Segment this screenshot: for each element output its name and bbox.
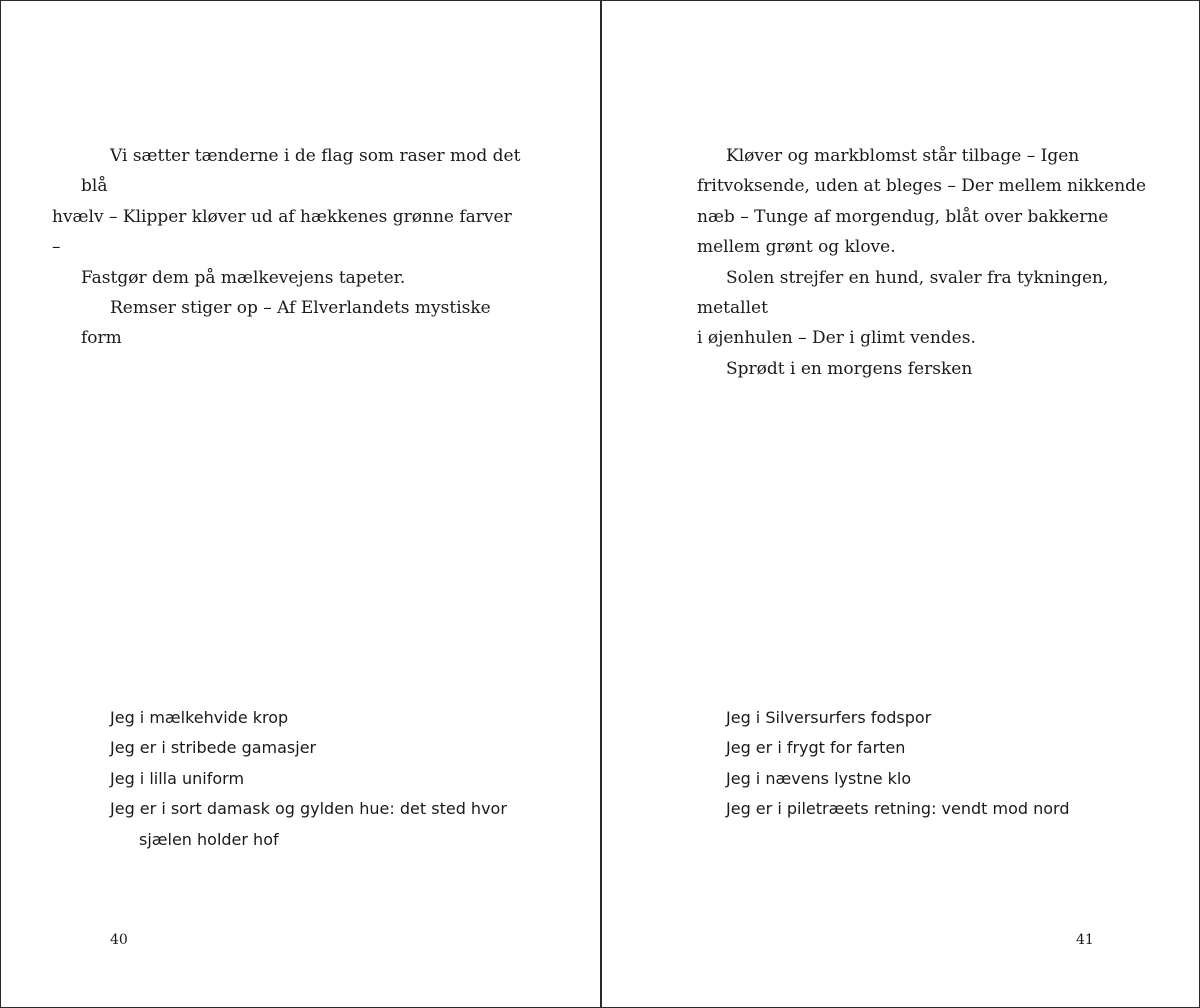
verse-line: Jeg er i frygt for farten bbox=[726, 738, 906, 758]
paragraph bbox=[697, 354, 1157, 384]
verse-line: Jeg i Silversurfers fodspor bbox=[726, 708, 932, 727]
right-verses bbox=[726, 703, 1166, 825]
text-line: i øjenhulen – Der i glimt vendes. bbox=[697, 328, 976, 349]
text-line: Sprødt i en morgens fersken bbox=[726, 358, 973, 379]
paragraph bbox=[697, 141, 1157, 263]
text-line: næb – Tunge af morgendug, blåt over bakkerne bbox=[697, 206, 1109, 227]
text-line: Fastgør dem på mælkevejens tapeter. bbox=[81, 267, 406, 288]
text-line: Solen strejfer en hund, svaler fra tykningen, metallet bbox=[697, 267, 1109, 319]
verse-line: Jeg i nævens lystne klo bbox=[726, 768, 912, 788]
left-verses bbox=[110, 703, 550, 855]
verse-line: Jeg i lilla uniform bbox=[110, 768, 245, 788]
text-line: hvælv – Klipper kløver ud af hækkenes grønne farver – bbox=[52, 206, 512, 258]
page-number: 40 bbox=[110, 932, 128, 948]
verse-line: Jeg er i sort damask og gylden hue: det sted hvor bbox=[110, 799, 507, 819]
paragraph bbox=[81, 293, 521, 354]
text-line: Remser stiger op – Af Elverlandets mystiske form bbox=[81, 298, 491, 349]
right-page bbox=[602, 1, 1200, 1007]
page-number: 41 bbox=[1076, 932, 1094, 948]
text-line: Kløver og markblomst står tilbage – Igen bbox=[726, 146, 1080, 166]
text-line: mellem grønt og klove. bbox=[697, 237, 896, 258]
verse-continuation: sjælen holder hof bbox=[139, 829, 279, 849]
verse-line: Jeg i mælkehvide krop bbox=[110, 708, 289, 727]
left-prose bbox=[52, 141, 521, 354]
text-line: Vi sætter tænderne i de flag som raser mod det blå bbox=[81, 146, 521, 197]
paragraph bbox=[52, 141, 521, 293]
paragraph bbox=[697, 263, 1157, 354]
verse-line: Jeg er i stribede gamasjer bbox=[110, 738, 317, 758]
verse-line: Jeg er i piletræets retning: vendt mod nord bbox=[726, 799, 1070, 819]
left-page bbox=[1, 1, 599, 1007]
text-line: fritvoksende, uden at bleges – Der mellem nikkende bbox=[697, 176, 1147, 197]
right-prose bbox=[697, 141, 1157, 384]
